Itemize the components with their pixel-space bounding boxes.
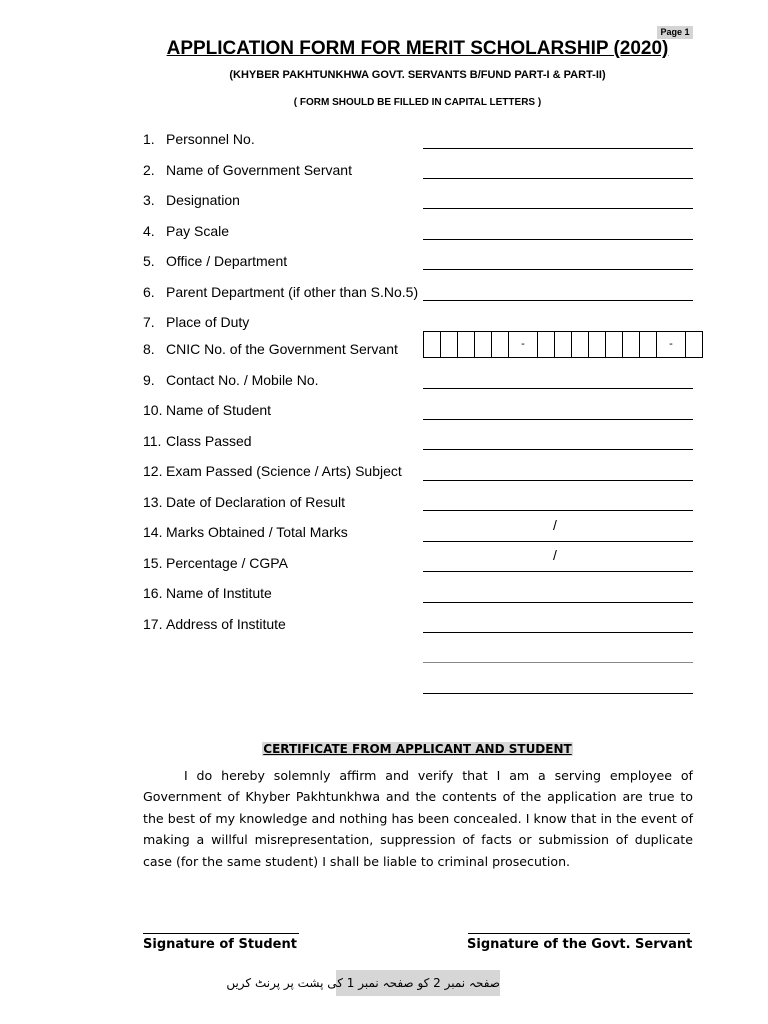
field-label: Exam Passed (Science / Arts) Subject (166, 463, 402, 479)
cnic-separator: - (657, 331, 686, 358)
exam-passed-input-line[interactable] (423, 480, 693, 481)
cnic-digit-box[interactable] (606, 331, 623, 358)
marks-input-line[interactable] (423, 541, 693, 542)
student-signature-line[interactable] (143, 933, 299, 934)
field-label: Address of Institute (166, 616, 286, 632)
cnic-input-boxes[interactable] (423, 331, 703, 358)
field-number: 17. (143, 616, 163, 632)
cnic-digit-box[interactable] (686, 331, 703, 358)
cnic-digit-box[interactable] (424, 331, 441, 358)
institute-name-input-line[interactable] (423, 602, 693, 603)
pay-scale-input-line[interactable] (423, 239, 693, 240)
cnic-digit-box[interactable] (572, 331, 589, 358)
class-passed-input-line[interactable] (423, 449, 693, 450)
govt-servant-signature-line[interactable] (468, 933, 690, 934)
cnic-digit-box[interactable] (555, 331, 572, 358)
certificate-heading (140, 742, 695, 756)
field-label: Name of Student (166, 402, 272, 418)
field-label: Office / Department (166, 253, 288, 269)
field-label: Date of Declaration of Result (166, 494, 345, 510)
field-label: Place of Duty (166, 314, 250, 330)
cnic-separator: - (509, 331, 538, 358)
form-instruction: ( FORM SHOULD BE FILLED IN CAPITAL LETTERS ) (293, 97, 542, 108)
field-number: 9. (143, 372, 155, 388)
cnic-digit-box[interactable] (492, 331, 509, 358)
cnic-digit-box[interactable] (589, 331, 606, 358)
marks-separator: / (553, 517, 557, 533)
personnel-no-input-line[interactable] (423, 148, 693, 149)
field-number: 3. (143, 192, 155, 208)
institute-address-input-line-2[interactable] (423, 662, 693, 663)
student-signature-label: Signature of Student (143, 937, 297, 952)
percentage-separator: / (553, 547, 557, 563)
field-label: Name of Government Servant (166, 162, 352, 178)
cnic-digit-box[interactable] (458, 331, 475, 358)
field-label: Parent Department (if other than S.No.5) (166, 284, 419, 300)
certificate-text: I do hereby solemnly affirm and verify that I am a serving employee of Government of Khyber Pakhtunkhwa and the contents of the application are true to the best of my knowledge and nothing has been concealed. I know that in the event of making a willful misrepresentation, suppression of facts or submission of duplicate case (for the same student) I shall be liable to criminal prosecution. (143, 768, 693, 869)
govt-servant-name-input-line[interactable] (423, 178, 693, 179)
field-number: 16. (143, 585, 163, 601)
field-number: 11. (143, 433, 162, 449)
field-number: 12. (143, 463, 163, 479)
field-number: 5. (143, 253, 155, 269)
field-label: Percentage / CGPA (166, 555, 288, 571)
field-number: 4. (143, 223, 155, 239)
parent-department-input-line[interactable] (423, 300, 693, 301)
field-number: 15. (143, 555, 163, 571)
form-subtitle: (KHYBER PAKHTUNKHWA GOVT. SERVANTS B/FUND PART-I & PART-II) (229, 69, 606, 81)
cnic-digit-box[interactable] (475, 331, 492, 358)
student-name-input-line[interactable] (423, 419, 693, 420)
form-title: APPLICATION FORM FOR MERIT SCHOLARSHIP (2020) (166, 38, 669, 59)
field-number: 14. (143, 524, 163, 540)
field-number: 7. (143, 314, 155, 330)
page-number-badge: Page 1 (657, 26, 693, 39)
field-number: 6. (143, 284, 155, 300)
institute-address-input-line[interactable] (423, 632, 693, 633)
designation-input-line[interactable] (423, 208, 693, 209)
field-label: Class Passed (166, 433, 252, 449)
result-date-input-line[interactable] (423, 510, 693, 511)
field-number: 8. (143, 341, 155, 357)
field-label: Contact No. / Mobile No. (166, 372, 319, 388)
field-number: 2. (143, 162, 155, 178)
cnic-digit-box[interactable] (640, 331, 657, 358)
percentage-input-line[interactable] (423, 571, 693, 572)
contact-no-input-line[interactable] (423, 388, 693, 389)
field-number: 1. (143, 131, 155, 147)
field-label: Designation (166, 192, 240, 208)
cnic-digit-box[interactable] (623, 331, 640, 358)
print-instruction-note: صفحہ نمبر 2 کو صفحہ نمبر 1 کی پشت پر پرنٹ کریں (336, 970, 500, 996)
field-label: Name of Institute (166, 585, 272, 601)
office-department-input-line[interactable] (423, 269, 693, 270)
field-label: Personnel No. (166, 131, 255, 147)
cnic-digit-box[interactable] (441, 331, 458, 358)
field-number: 13. (143, 494, 163, 510)
field-number: 10. (143, 402, 163, 418)
institute-address-input-line-3[interactable] (423, 693, 693, 694)
field-label: Marks Obtained / Total Marks (166, 524, 348, 540)
govt-servant-signature-label: Signature of the Govt. Servant (467, 937, 693, 952)
field-label: Pay Scale (166, 223, 230, 239)
certificate-heading-text: CERTIFICATE FROM APPLICANT AND STUDENT (263, 742, 572, 756)
cnic-digit-box[interactable] (538, 331, 555, 358)
field-label: CNIC No. of the Government Servant (166, 341, 398, 357)
